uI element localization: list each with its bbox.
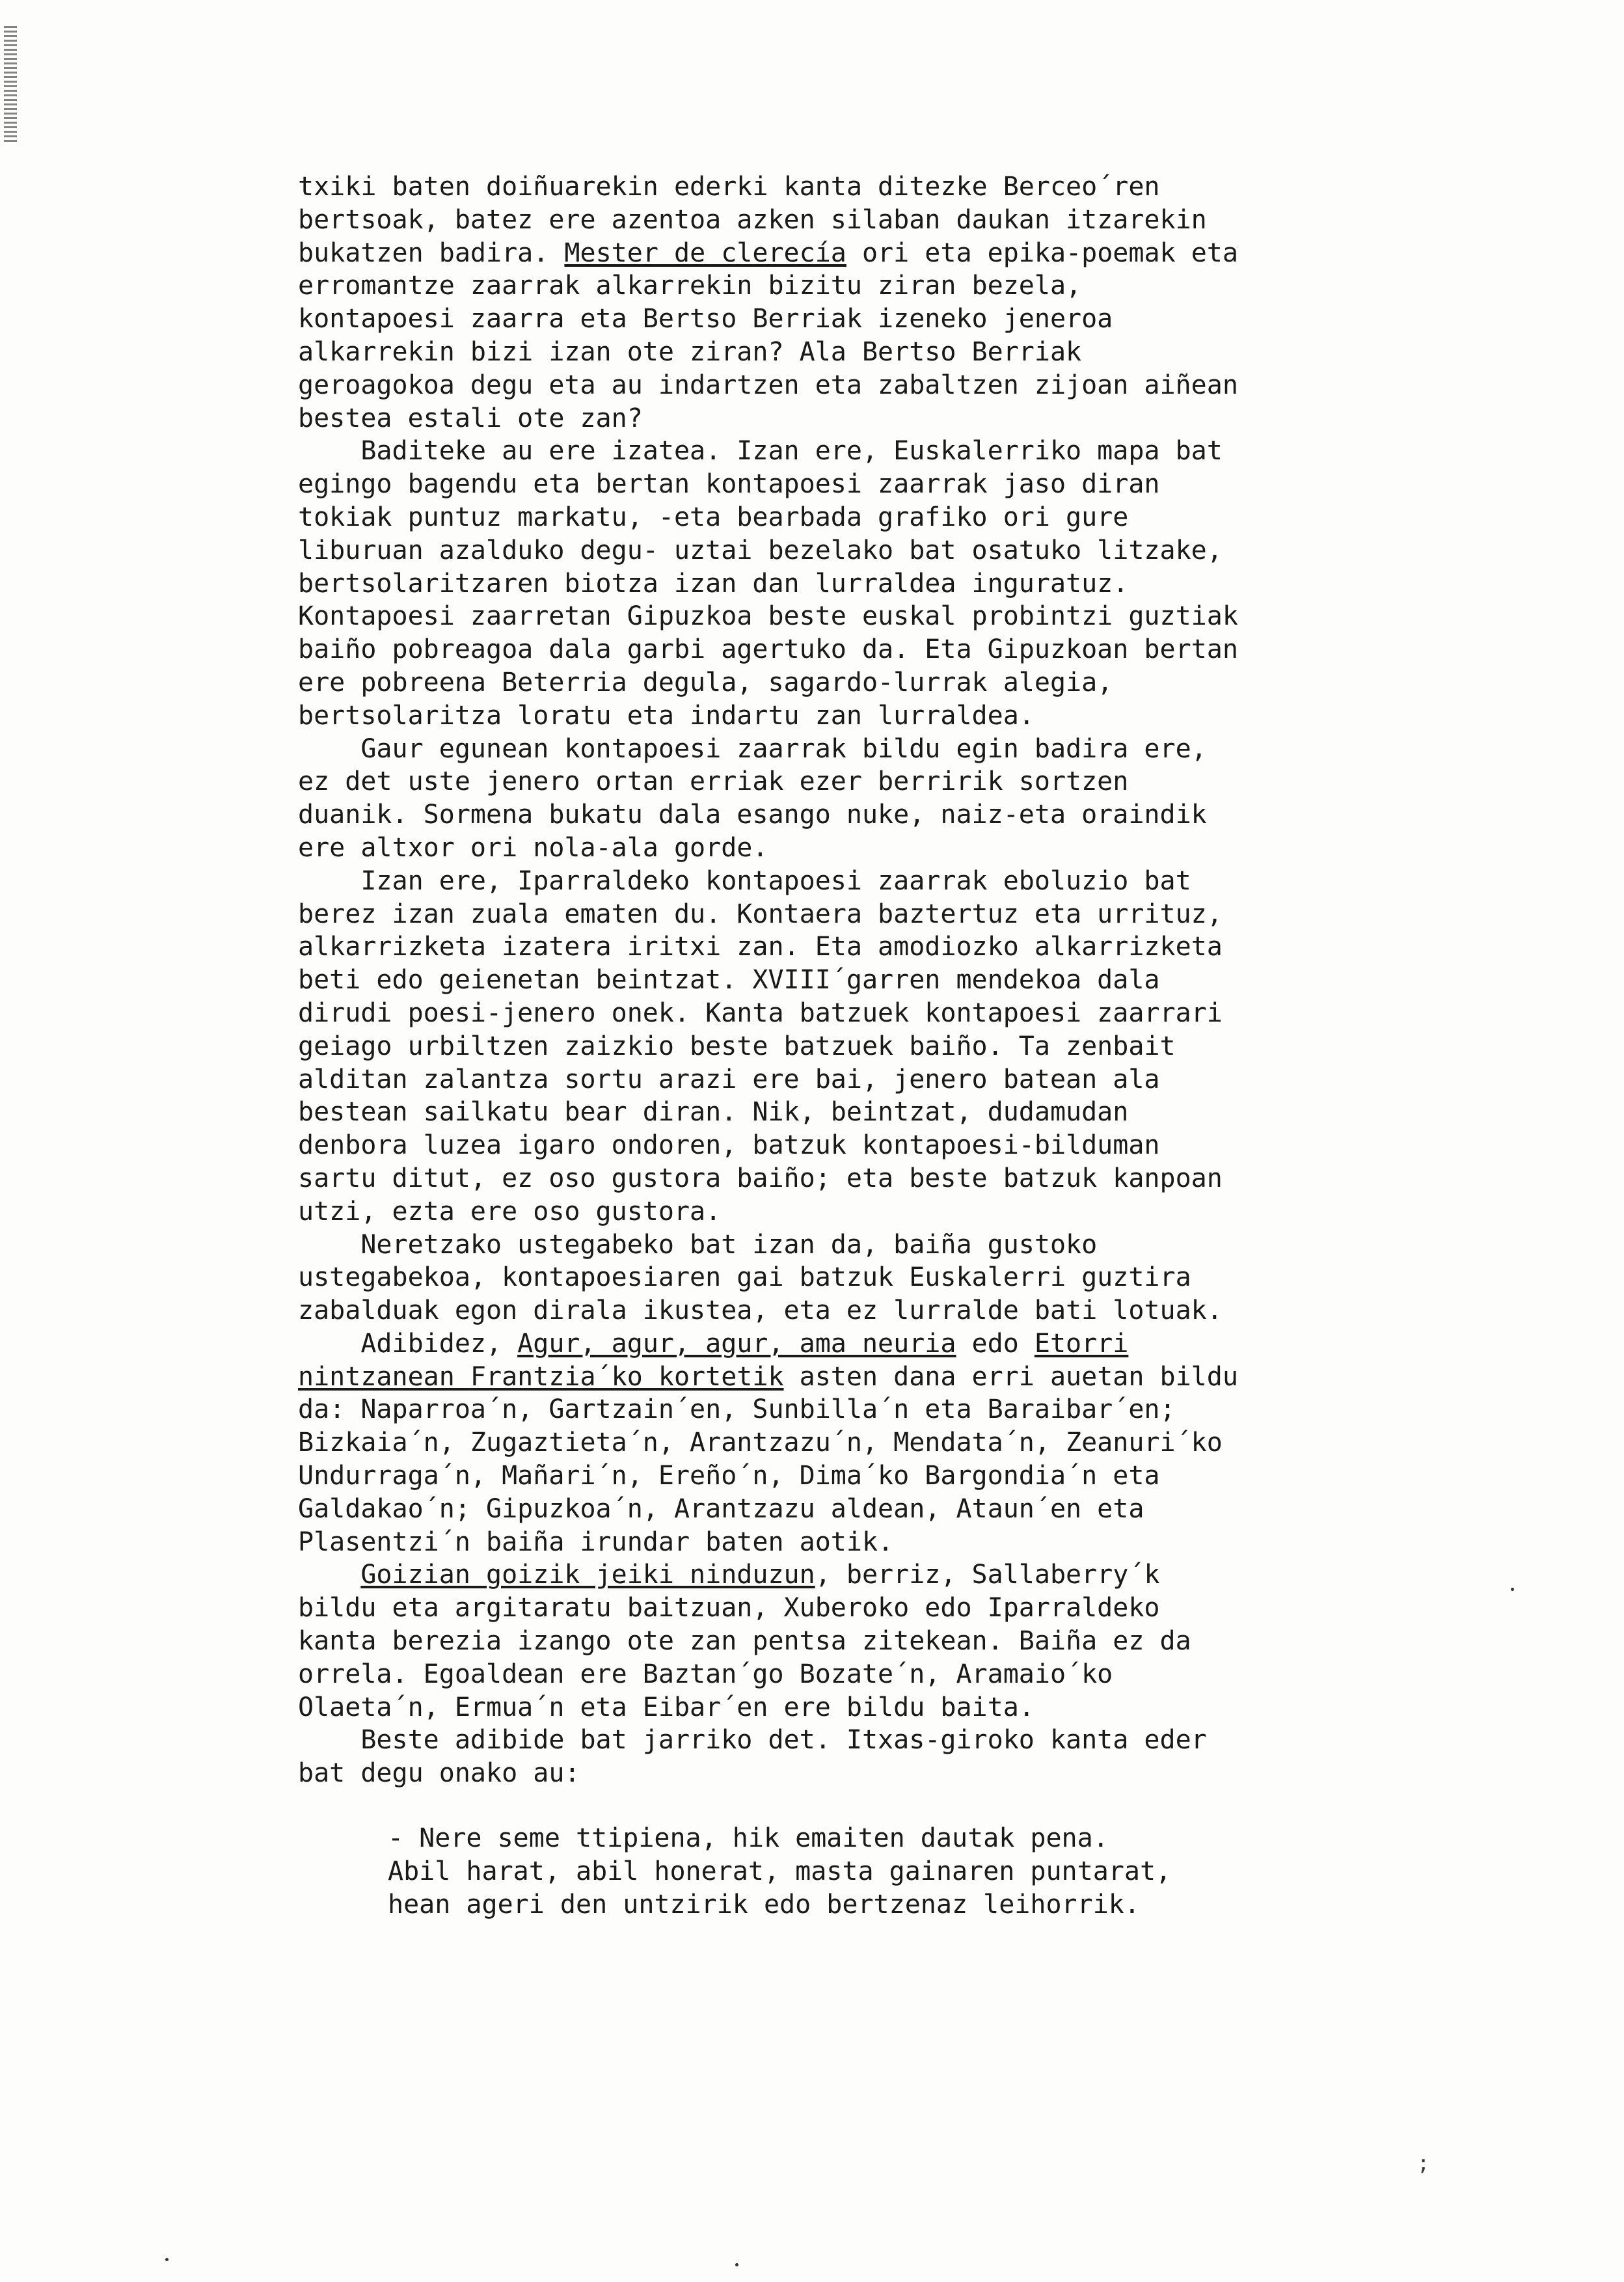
scan-speck: [165, 2258, 169, 2261]
text-line: Neretzako ustegabeko bat izan da, baiña gustoko: [298, 1229, 1098, 1260]
underlined-title: nintzanean Frantzia´ko kortetik: [298, 1361, 784, 1392]
text-line: dirudi poesi-jenero onek. Kanta batzuek kontapoesi zaarrari: [298, 998, 1223, 1028]
poem-line: Abil harat, abil honerat, masta gainaren puntarat,: [388, 1856, 1172, 1886]
text-line: duanik. Sormena bukatu dala esango nuke, naiz-eta oraindik: [298, 800, 1207, 830]
text-line: liburuan azalduko degu- uztai bezelako bat osatuko litzake,: [298, 535, 1223, 565]
text-line: berez izan zuala ematen du. Kontaera baztertuz eta urrituz,: [298, 899, 1223, 929]
text-line: bertsoak, batez ere azentoa azken silaban daukan itzarekin: [298, 204, 1207, 235]
poem-quote: [388, 1822, 1171, 1921]
text-line: alkarrizketa izatera iritxi zan. Eta amodiozko alkarrizketa: [298, 932, 1223, 962]
text-line: bestean sailkatu bear diran. Nik, beintzat, dudamudan: [298, 1097, 1129, 1128]
poem-line: hean ageri den untzirik edo bertzenaz leihorrik.: [388, 1889, 1140, 1920]
text-line: [298, 1558, 1534, 1592]
body-text: [298, 170, 1534, 1790]
text-line: beti edo geienetan beintzat. XVIII´garren mendekoa dala: [298, 965, 1160, 996]
text-line: bat degu onako au:: [298, 1758, 580, 1789]
text-line: tokiak puntuz markatu, -eta bearbada grafiko ori gure: [298, 502, 1129, 532]
text-line: Beste adibide bat jarriko det. Itxas-giroko kanta eder: [298, 1725, 1207, 1756]
scan-edge-mark: [4, 26, 17, 143]
underlined-title: Etorri: [1034, 1328, 1129, 1359]
underlined-title: Agur, agur, agur, ama neuria: [517, 1328, 956, 1359]
text-line: utzi, ezta ere oso gustora.: [298, 1196, 722, 1227]
poem-line: - Nere seme ttipiena, hik emaiten dautak pena.: [388, 1823, 1109, 1853]
text-line: erromantze zaarrak alkarrekin bizitu ziran bezela,: [298, 271, 1082, 301]
text-line: denbora luzea igaro ondoren, batzuk kontapoesi-bilduman: [298, 1130, 1160, 1161]
text-run: Adibidez,: [298, 1328, 518, 1359]
text-line: ez det uste jenero ortan erriak ezer berririk sortzen: [298, 767, 1129, 797]
text-line: ere altxor ori nola-ala gorde.: [298, 832, 768, 863]
text-line: sartu ditut, ez oso gustora baiño; eta beste batzuk kanpoan: [298, 1163, 1223, 1193]
text-line: kanta berezia izango ote zan pentsa zitekean. Baiña ez da: [298, 1626, 1191, 1657]
text-line: [298, 1361, 1534, 1394]
text-run: bukatzen badira.: [298, 238, 565, 268]
scan-speck: [735, 2263, 738, 2266]
text-line: Gaur egunean kontapoesi zaarrak bildu egin badira ere,: [298, 733, 1207, 764]
text-line: alkarrekin bizi izan ote ziran? Ala Bertso Berriak: [298, 336, 1082, 367]
text-line: geroagokoa degu eta au indartzen eta zabaltzen zijoan aiñean: [298, 370, 1238, 400]
text-line: Undurraga´n, Mañari´n, Ereño´n, Dima´ko Bargondia´n eta: [298, 1461, 1160, 1491]
text-run: edo: [956, 1328, 1035, 1359]
underlined-title: Mester de clerecía: [564, 238, 846, 268]
text-line: txiki baten doiñuarekin ederki kanta ditezke Berceo´ren: [298, 172, 1160, 202]
text-line: Baditeke au ere izatea. Izan ere, Euskalerriko mapa bat: [298, 436, 1223, 467]
text-line: [298, 1327, 1534, 1361]
text-line: ere pobreena Beterria degula, sagardo-lurrak alegia,: [298, 667, 1113, 698]
text-line: bildu eta argitaratu baitzuan, Xuberoko edo Iparraldeko: [298, 1593, 1160, 1623]
text-line: bestea estali ote zan?: [298, 403, 643, 433]
text-line: kontapoesi zaarra eta Bertso Berriak izeneko jeneroa: [298, 304, 1113, 334]
text-line: baiño pobreagoa dala garbi agertuko da. Eta Gipuzkoan bertan: [298, 634, 1238, 665]
text-run: , berriz, Sallaberry´k: [815, 1560, 1160, 1590]
text-run: [298, 1560, 360, 1590]
text-line: Kontapoesi zaarretan Gipuzkoa beste euskal probintzi guztiak: [298, 601, 1238, 632]
text-run: asten dana erri auetan bildu: [783, 1361, 1238, 1392]
text-line: Galdakao´n; Gipuzkoa´n, Arantzazu aldean, Ataun´en eta: [298, 1493, 1144, 1524]
text-line: Olaeta´n, Ermua´n eta Eibar´en ere bildu baita.: [298, 1692, 1035, 1722]
text-run: ori eta epika-poemak eta: [846, 238, 1238, 268]
stray-mark: ;: [1417, 2151, 1430, 2175]
text-line: Izan ere, Iparraldeko kontapoesi zaarrak eboluzio bat: [298, 865, 1191, 896]
text-line: egingo bagendu eta bertan kontapoesi zaarrak jaso diran: [298, 469, 1160, 500]
text-line: [298, 237, 1534, 270]
text-line: da: Naparroa´n, Gartzain´en, Sunbilla´n eta Baraibar´en;: [298, 1394, 1176, 1425]
text-line: Bizkaia´n, Zugaztieta´n, Arantzazu´n, Mendata´n, Zeanuri´ko: [298, 1428, 1223, 1458]
text-line: bertsolaritza loratu eta indartu zan lurraldea.: [298, 700, 1035, 731]
text-line: alditan zalantza sortu arazi ere bai, jenero batean ala: [298, 1064, 1160, 1094]
text-line: orrela. Egoaldean ere Baztan´go Bozate´n, Aramaio´ko: [298, 1659, 1113, 1689]
underlined-title: Goizian goizik jeiki ninduzun: [360, 1560, 815, 1590]
text-line: zabalduak egon dirala ikustea, eta ez lurralde bati lotuak.: [298, 1296, 1223, 1326]
text-line: bertsolaritzaren biotza izan dan lurraldea inguratuz.: [298, 568, 1129, 599]
text-line: Plasentzi´n baiña irundar baten aotik.: [298, 1527, 894, 1557]
text-line: geiago urbiltzen zaizkio beste batzuek baiño. Ta zenbait: [298, 1031, 1176, 1061]
text-line: ustegabekoa, kontapoesiaren gai batzuk Euskalerri guztira: [298, 1262, 1191, 1293]
